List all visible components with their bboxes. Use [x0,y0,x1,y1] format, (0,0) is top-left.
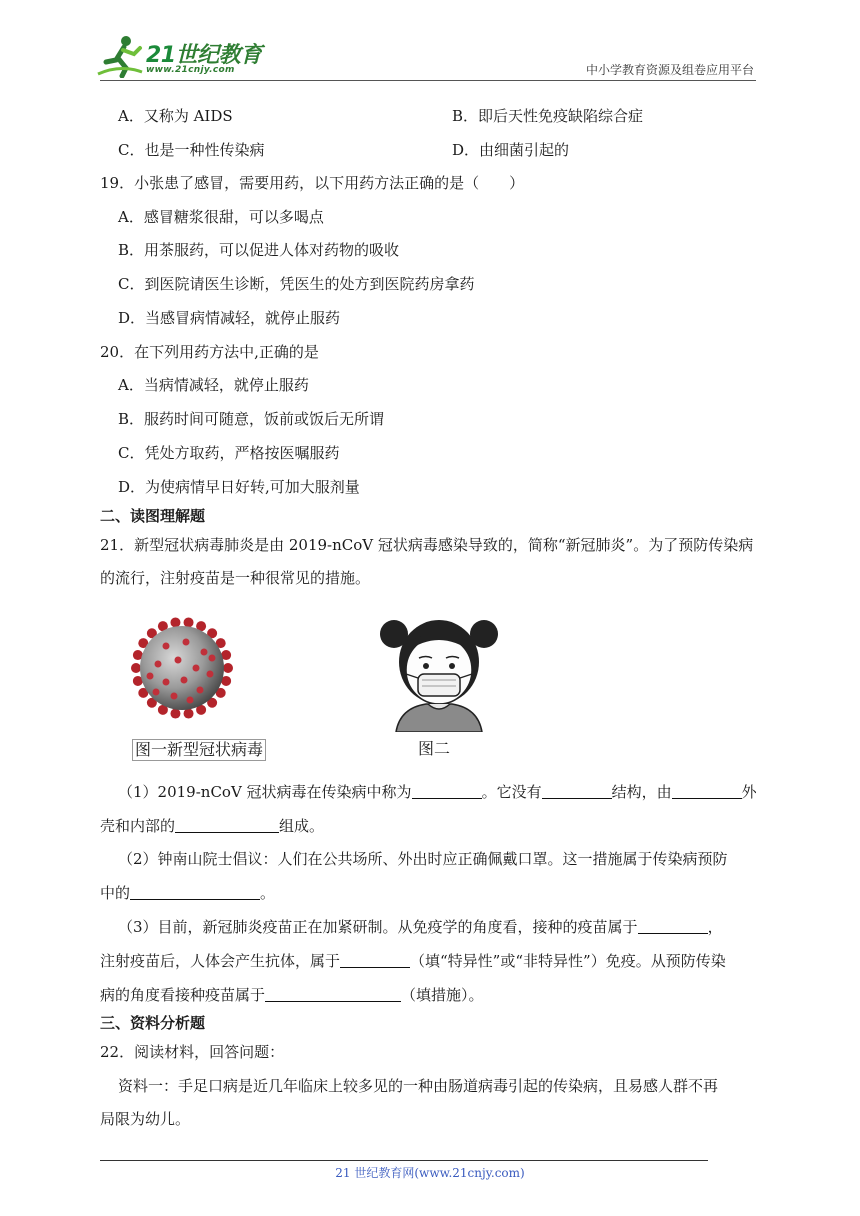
q18-option-d: D．由细菌引起的 [452,141,570,159]
coronavirus-image [126,612,238,724]
header-divider [100,80,756,81]
q21-part3-line1 [118,917,723,937]
q19-option-b: B．用茶服药，可以促进人体对药物的吸收 [118,241,400,259]
q22-material1-line1: 资料一：手足口病是近几年临床上较多见的一种由肠道病毒引起的传染病，且易感人群不再 [118,1077,719,1095]
q21-part1-text-e: 壳和内部的 [100,817,176,835]
runner-logo-icon [96,34,144,78]
answer-blank[interactable] [265,985,401,1002]
q21-part3-line2 [100,951,726,971]
q20-option-d: D．为使病情早日好转,可加大服剂量 [118,478,360,496]
q21-part3-text-a: （3）目前，新冠肺炎疫苗正在加紧研制。从免疫学的角度看，接种的疫苗属于 [118,918,638,936]
logo-brand: 21世纪教育 [146,43,262,68]
q19-option-c: C．到医院请医生诊断，凭医生的处方到医院药房拿药 [118,275,475,293]
page-footer: 21 世纪教育网(www.21cnjy.com) [335,1166,525,1180]
q18-option-c: C．也是一种性传染病 [118,141,265,159]
q18-option-a: A．又称为 AIDS [118,107,233,125]
page-header [0,0,860,90]
q20-option-b: B．服药时间可随意，饭前或饭后无所谓 [118,410,385,428]
q21-part2-line1: （2）钟南山院士倡议：人们在公共场所、外出时应正确佩戴口罩。这一措施属于传染病预防 [118,850,728,868]
q21-part1-text-b: 。它没有 [481,783,542,801]
answer-blank[interactable] [340,951,410,968]
q21-part3-text-f: （填措施）。 [401,986,484,1004]
q21-part3-text-e: 病的角度看接种疫苗属于 [100,986,266,1004]
q21-part1-line1 [118,782,757,802]
q20-option-a: A．当病情减轻，就停止服药 [118,376,309,394]
section-heading-2: 二、读图理解题 [100,507,206,525]
girl-with-mask-image [376,608,502,732]
q21-stem-line2: 的流行，注射疫苗是一种很常见的措施。 [100,569,371,587]
q21-part3-line3 [100,985,484,1005]
q22-material1-line2: 局限为幼儿。 [100,1110,191,1128]
logo-url: www.21cnjy.com [146,65,235,75]
q18-option-b: B．即后天性免疫缺陷综合症 [452,107,644,125]
q21-part1-text-d: 外 [741,783,757,801]
q21-part3-text-d: （填“特异性”或“非特异性”）免疫。从预防传染 [410,952,726,970]
answer-blank[interactable] [672,782,742,799]
answer-blank[interactable] [130,883,260,900]
q21-part3-text-c: 注射疫苗后，人体会产生抗体，属于 [100,952,341,970]
answer-blank[interactable] [412,782,482,799]
q21-part3-text-b: ， [707,918,723,936]
answer-blank[interactable] [175,816,279,833]
q20-option-c: C．凭处方取药，严格按医嘱服药 [118,444,340,462]
q22-stem: 22．阅读材料，回答问题： [100,1043,285,1061]
q21-part1-text-a: （1）2019-nCoV 冠状病毒在传染病中称为 [118,783,412,801]
q21-part2-line2 [100,883,275,903]
q19-option-a: A．感冒糖浆很甜，可以多喝点 [118,208,324,226]
platform-name: 中小学教育资源及组卷应用平台 [585,63,754,77]
q21-part1-text-f: 组成。 [279,817,325,835]
site-logo [96,34,276,80]
q20-stem: 20．在下列用药方法中,正确的是 [100,343,319,361]
q19-stem: 19．小张患了感冒，需要用药，以下用药方法正确的是（ ） [100,174,525,192]
section-heading-3: 三、资料分析题 [100,1014,206,1032]
answer-blank[interactable] [638,917,708,934]
footer-divider [100,1160,708,1161]
answer-blank[interactable] [542,782,612,799]
q21-part1-line2 [100,816,324,836]
q19-option-d: D．当感冒病情减轻，就停止服药 [118,309,341,327]
figure2-caption: 图二 [418,739,451,758]
q21-part2-text-a: 中的 [100,884,131,902]
q21-stem-line1: 21．新型冠状病毒肺炎是由 2019-nCoV 冠状病毒感染导致的，简称“新冠肺炎”。为了预防传染病 [100,536,754,554]
q21-part1-text-c: 结构，由 [611,783,672,801]
q21-part2-text-b: 。 [260,884,276,902]
figure1-caption: 图一新型冠状病毒 [132,739,266,761]
